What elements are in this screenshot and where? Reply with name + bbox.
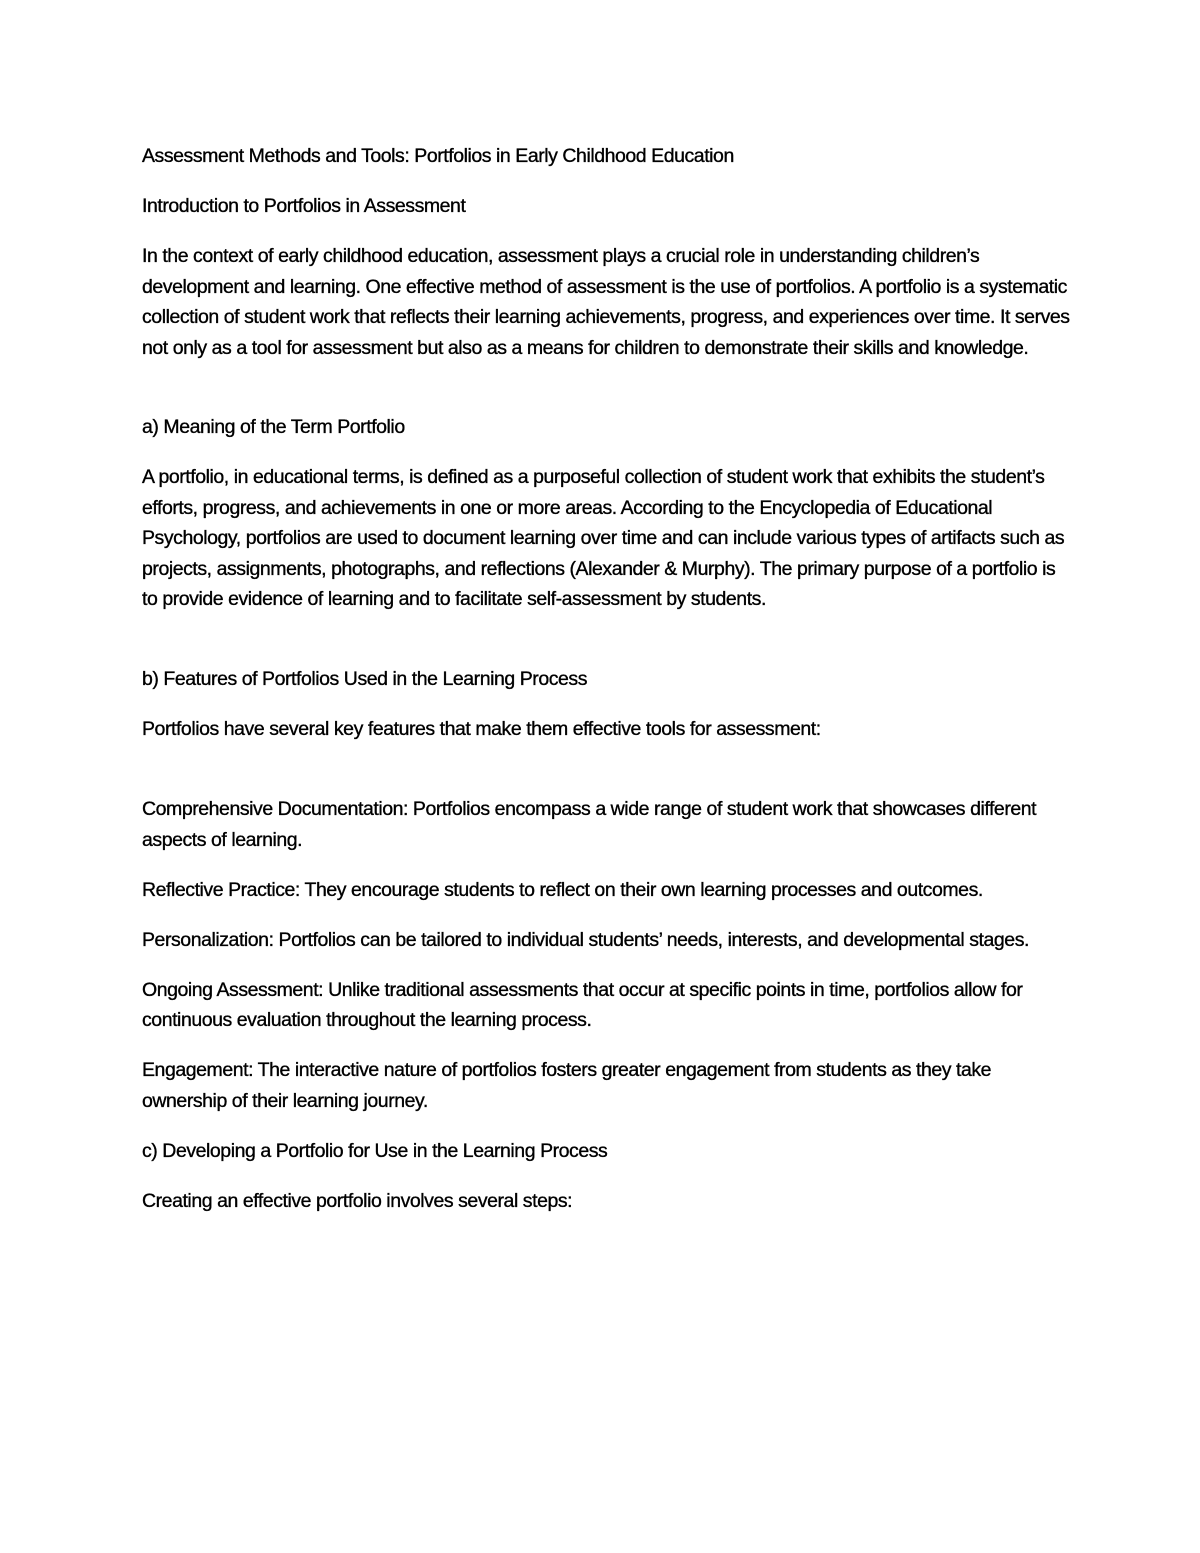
section-c-heading: c) Developing a Portfolio for Use in the Learning Process [142,1139,608,1162]
intro-paragraph: In the context of early childhood education, assessment plays a crucial role in understanding children’s development and learning. One effective method of assessment is the use of portfolios. A portfolio is a systematic collection of student work that reflects their learning achievements, progress, and experiences over time. It serves not only as a tool for assessment but also as a means for children to demonstrate their skills and knowledge. [142,245,1070,359]
document-title: Assessment Methods and Tools: Portfolios in Early Childhood Education [142,145,734,167]
section-b-heading: b) Features of Portfolios Used in the Learning Process [142,667,588,690]
section-b-intro: Portfolios have several key features that make them effective tools for assessment: [142,717,821,740]
feature-item-ongoing-assessment: Ongoing Assessment: Unlike traditional assessments that occur at specific points in time, portfolios allow for continuous evaluation throughout the learning process. [142,978,1023,1031]
section-a-paragraph: A portfolio, in educational terms, is defined as a purposeful collection of student work that exhibits the student’s efforts, progress, and achievements in one or more areas. According to the Encyclopedia of Educational Psychology, portfolios are used to document learning over time and can include various types of artifacts such as projects, assignments, photographs, and reflections (Alexander & Murphy). The primary purpose of a portfolio is to provide evidence of learning and to facilitate self-assessment by students. [142,466,1065,610]
intro-heading: Introduction to Portfolios in Assessment [142,195,466,217]
feature-item-engagement: Engagement: The interactive nature of portfolios fosters greater engagement from students as they take ownership of their learning journey. [142,1059,992,1112]
feature-item-reflective-practice: Reflective Practice: They encourage students to reflect on their own learning processes and outcomes. [142,878,983,901]
feature-item-comprehensive-documentation: Comprehensive Documentation: Portfolios encompass a wide range of student work that showcases different aspects of learning. [142,798,1037,851]
document-body [142,141,1072,1236]
feature-item-personalization: Personalization: Portfolios can be tailored to individual students’ needs, interests, and developmental stages. [142,928,1029,951]
section-a-heading: a) Meaning of the Term Portfolio [142,416,405,438]
section-c-intro: Creating an effective portfolio involves several steps: [142,1189,573,1212]
